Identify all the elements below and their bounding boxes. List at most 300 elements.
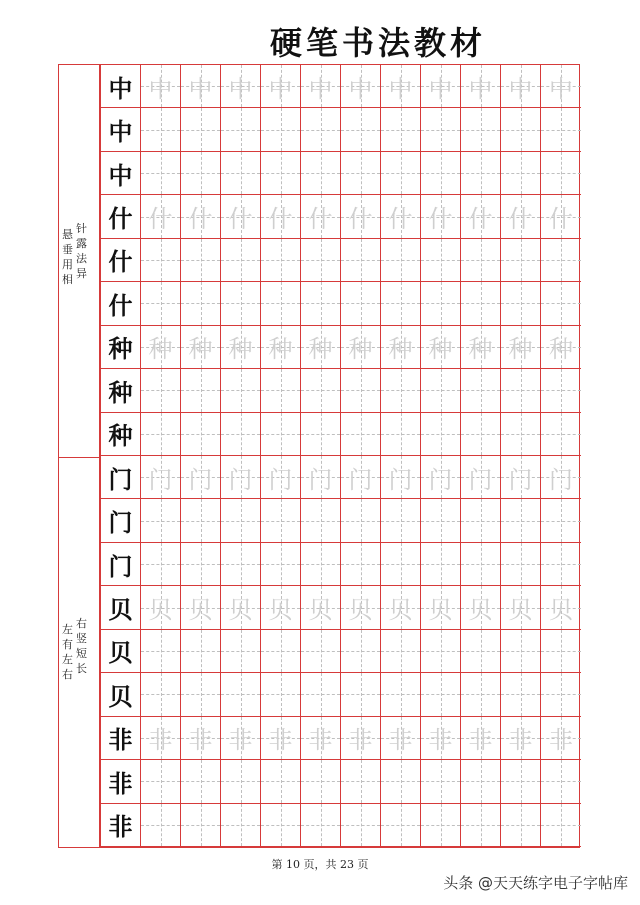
- practice-cell: [461, 543, 501, 586]
- practice-cell: [301, 413, 341, 456]
- practice-cell: [221, 152, 261, 195]
- annotation-char: 有: [62, 638, 73, 651]
- trace-char-cell: [301, 65, 341, 108]
- practice-cell: [221, 499, 261, 542]
- trace-char-cell: [181, 586, 221, 629]
- practice-cell: [421, 543, 461, 586]
- practice-cell: [141, 673, 181, 716]
- practice-cell: [301, 499, 341, 542]
- annotation-col: [62, 227, 73, 287]
- trace-char-cell: [421, 65, 461, 108]
- trace-char-cell: [461, 717, 501, 760]
- practice-cell: [261, 499, 301, 542]
- practice-cell: [461, 108, 501, 151]
- annotation-char: 竖: [76, 632, 87, 645]
- trace-char: 非: [228, 726, 253, 755]
- practice-cell: [381, 413, 421, 456]
- model-char-cell: [101, 152, 141, 195]
- trace-char-cell: [461, 195, 501, 238]
- practice-cell: [381, 673, 421, 716]
- practice-cell: [181, 673, 221, 716]
- practice-cell: [461, 760, 501, 803]
- practice-cell: [181, 282, 221, 325]
- practice-cell: [341, 760, 381, 803]
- model-char-cell: [101, 239, 141, 282]
- trace-char: 什: [348, 205, 373, 234]
- model-char-cell: [101, 543, 141, 586]
- trace-char: 种: [348, 335, 373, 364]
- practice-cell: [141, 804, 181, 847]
- trace-char-cell: [301, 456, 341, 499]
- trace-char-cell: [141, 195, 181, 238]
- practice-cell: [421, 499, 461, 542]
- practice-cell: [501, 282, 541, 325]
- practice-cell: [141, 630, 181, 673]
- model-char: 中: [108, 118, 133, 147]
- trace-char-cell: [221, 326, 261, 369]
- practice-cell: [381, 543, 421, 586]
- trace-char: 种: [308, 335, 333, 364]
- practice-sheet: [58, 64, 582, 848]
- practice-cell: [221, 673, 261, 716]
- practice-cell: [221, 630, 261, 673]
- annotation-col: [62, 622, 73, 682]
- practice-cell: [501, 499, 541, 542]
- practice-cell: [341, 630, 381, 673]
- trace-char-cell: [501, 717, 541, 760]
- practice-cell: [381, 499, 421, 542]
- trace-char: 非: [468, 726, 493, 755]
- trace-char-cell: [341, 195, 381, 238]
- practice-cell: [181, 369, 221, 412]
- trace-char: 种: [549, 335, 573, 364]
- model-char: 种: [108, 335, 133, 364]
- practice-cell: [341, 282, 381, 325]
- practice-cell: [181, 152, 221, 195]
- trace-char-cell: [221, 65, 261, 108]
- practice-cell: [421, 673, 461, 716]
- trace-char: 非: [388, 726, 413, 755]
- practice-cell: [261, 152, 301, 195]
- annotation-col: [76, 616, 87, 682]
- model-char: 贝: [108, 682, 133, 711]
- trace-char-cell: [221, 456, 261, 499]
- trace-char: 门: [428, 465, 453, 494]
- model-char-cell: [101, 456, 141, 499]
- trace-char-cell: [541, 456, 581, 499]
- annotation-char: 针: [76, 222, 87, 235]
- practice-cell: [221, 413, 261, 456]
- trace-char: 中: [549, 74, 573, 103]
- trace-char: 门: [148, 465, 173, 494]
- trace-char: 中: [388, 74, 413, 103]
- trace-char-cell: [261, 717, 301, 760]
- practice-cell: [181, 760, 221, 803]
- practice-cell: [181, 239, 221, 282]
- practice-cell: [341, 673, 381, 716]
- trace-char-cell: [141, 456, 181, 499]
- annotation-char: 右: [76, 617, 87, 630]
- model-char-cell: [101, 804, 141, 847]
- trace-char-cell: [461, 65, 501, 108]
- trace-char-cell: [261, 65, 301, 108]
- trace-char: 中: [228, 74, 253, 103]
- trace-char-cell: [541, 195, 581, 238]
- practice-cell: [301, 804, 341, 847]
- trace-char-cell: [301, 326, 341, 369]
- model-char-cell: [101, 108, 141, 151]
- practice-cell: [341, 804, 381, 847]
- practice-cell: [181, 543, 221, 586]
- trace-char: 门: [549, 465, 573, 494]
- annotation-group-2: [59, 457, 99, 847]
- trace-char: 非: [268, 726, 293, 755]
- model-char: 门: [108, 509, 133, 538]
- model-char-cell: [101, 586, 141, 629]
- trace-char: 什: [228, 205, 253, 234]
- trace-char-cell: [141, 717, 181, 760]
- practice-cell: [341, 413, 381, 456]
- practice-cell: [421, 282, 461, 325]
- trace-char: 什: [508, 205, 533, 234]
- trace-char-cell: [381, 456, 421, 499]
- trace-char: 种: [388, 335, 413, 364]
- practice-cell: [421, 369, 461, 412]
- practice-cell: [421, 630, 461, 673]
- practice-cell: [541, 499, 581, 542]
- trace-char: 什: [188, 205, 213, 234]
- practice-cell: [181, 804, 221, 847]
- annotation-char: 左: [62, 623, 73, 636]
- trace-char-cell: [301, 717, 341, 760]
- practice-cell: [381, 282, 421, 325]
- practice-cell: [221, 239, 261, 282]
- model-char-cell: [101, 65, 141, 108]
- trace-char: 什: [468, 205, 493, 234]
- model-char-cell: [101, 760, 141, 803]
- trace-char: 贝: [348, 596, 373, 625]
- practice-cell: [541, 152, 581, 195]
- model-char-cell: [101, 630, 141, 673]
- trace-char: 贝: [428, 596, 453, 625]
- trace-char: 中: [188, 74, 213, 103]
- practice-cell: [541, 282, 581, 325]
- trace-char-cell: [501, 65, 541, 108]
- trace-char-cell: [501, 195, 541, 238]
- trace-char-cell: [421, 195, 461, 238]
- trace-char-cell: [541, 586, 581, 629]
- trace-char-cell: [141, 586, 181, 629]
- practice-cell: [381, 108, 421, 151]
- trace-char: 种: [428, 335, 453, 364]
- trace-char-cell: [261, 456, 301, 499]
- page-title: 硬笔书法教材: [270, 24, 487, 62]
- trace-char: 贝: [388, 596, 413, 625]
- trace-char-cell: [461, 456, 501, 499]
- trace-char: 门: [508, 465, 533, 494]
- trace-char-cell: [541, 326, 581, 369]
- annotation-char: 短: [76, 647, 87, 660]
- model-char: 种: [108, 422, 133, 451]
- trace-char-cell: [261, 195, 301, 238]
- trace-char: 什: [388, 205, 413, 234]
- trace-char-cell: [341, 717, 381, 760]
- trace-char: 门: [308, 465, 333, 494]
- annotation-text-2: [62, 616, 87, 682]
- practice-cell: [301, 543, 341, 586]
- model-char-cell: [101, 195, 141, 238]
- practice-cell: [501, 630, 541, 673]
- practice-cell: [141, 369, 181, 412]
- practice-cell: [501, 543, 541, 586]
- model-char: 什: [108, 248, 133, 277]
- practice-cell: [541, 630, 581, 673]
- practice-cell: [261, 804, 301, 847]
- trace-char-cell: [141, 65, 181, 108]
- practice-cell: [341, 369, 381, 412]
- trace-char-cell: [341, 326, 381, 369]
- trace-char: 门: [348, 465, 373, 494]
- trace-char-cell: [381, 717, 421, 760]
- trace-char-cell: [541, 717, 581, 760]
- model-char-cell: [101, 413, 141, 456]
- trace-char-cell: [381, 195, 421, 238]
- page-number: 第 10 页，共 23 页: [271, 858, 369, 871]
- practice-cell: [221, 282, 261, 325]
- practice-cell: [261, 630, 301, 673]
- practice-cell: [541, 760, 581, 803]
- practice-cell: [501, 108, 541, 151]
- annotation-char: 异: [76, 267, 87, 280]
- practice-cell: [501, 804, 541, 847]
- practice-cell: [421, 108, 461, 151]
- trace-char: 中: [428, 74, 453, 103]
- trace-char: 种: [228, 335, 253, 364]
- trace-char: 中: [308, 74, 333, 103]
- trace-char: 非: [428, 726, 453, 755]
- trace-char: 中: [268, 74, 293, 103]
- practice-cell: [221, 804, 261, 847]
- trace-char-cell: [181, 65, 221, 108]
- trace-char: 非: [188, 726, 213, 755]
- practice-cell: [341, 108, 381, 151]
- practice-cell: [461, 369, 501, 412]
- practice-cell: [381, 152, 421, 195]
- practice-cell: [301, 369, 341, 412]
- model-char-cell: [101, 499, 141, 542]
- trace-char: 种: [268, 335, 293, 364]
- model-char-cell: [101, 326, 141, 369]
- model-char-cell: [101, 717, 141, 760]
- trace-char: 种: [508, 335, 533, 364]
- trace-char-cell: [421, 326, 461, 369]
- trace-char-cell: [181, 195, 221, 238]
- practice-cell: [461, 239, 501, 282]
- trace-char-cell: [301, 586, 341, 629]
- trace-char-cell: [301, 195, 341, 238]
- trace-char-cell: [421, 586, 461, 629]
- trace-char-cell: [461, 326, 501, 369]
- model-char: 非: [108, 769, 133, 798]
- trace-char-cell: [221, 586, 261, 629]
- model-char: 种: [108, 378, 133, 407]
- trace-char-cell: [501, 456, 541, 499]
- practice-cell: [421, 413, 461, 456]
- trace-char: 门: [188, 465, 213, 494]
- trace-char-cell: [381, 65, 421, 108]
- practice-cell: [181, 413, 221, 456]
- practice-cell: [541, 108, 581, 151]
- trace-char-cell: [221, 717, 261, 760]
- practice-cell: [501, 369, 541, 412]
- annotation-char: 法: [76, 252, 87, 265]
- practice-cell: [421, 239, 461, 282]
- model-char-cell: [101, 369, 141, 412]
- trace-char: 门: [268, 465, 293, 494]
- practice-cell: [141, 239, 181, 282]
- practice-cell: [461, 630, 501, 673]
- annotation-char: 相: [62, 273, 73, 286]
- practice-cell: [461, 413, 501, 456]
- practice-cell: [141, 543, 181, 586]
- trace-char-cell: [341, 586, 381, 629]
- model-char: 非: [108, 726, 133, 755]
- practice-cell: [501, 413, 541, 456]
- model-char: 门: [108, 552, 133, 581]
- practice-cell: [421, 152, 461, 195]
- practice-cell: [181, 108, 221, 151]
- practice-cell: [501, 152, 541, 195]
- annotation-col: [76, 221, 87, 287]
- trace-char-cell: [381, 326, 421, 369]
- trace-char-cell: [381, 586, 421, 629]
- annotation-char: 右: [62, 668, 73, 681]
- practice-cell: [221, 543, 261, 586]
- trace-char: 种: [188, 335, 213, 364]
- practice-cell: [261, 543, 301, 586]
- practice-cell: [261, 760, 301, 803]
- model-char: 门: [108, 465, 133, 494]
- watermark: 头条 @天天练字电子字帖库: [443, 874, 628, 892]
- trace-char: 什: [308, 205, 333, 234]
- trace-char-cell: [541, 65, 581, 108]
- practice-cell: [261, 673, 301, 716]
- sidebar-annotations: [58, 64, 100, 848]
- trace-char: 中: [348, 74, 373, 103]
- practice-cell: [301, 282, 341, 325]
- annotation-char: 长: [76, 662, 87, 675]
- practice-cell: [301, 630, 341, 673]
- trace-char: 非: [148, 726, 173, 755]
- trace-char: 门: [388, 465, 413, 494]
- trace-char: 非: [348, 726, 373, 755]
- annotation-char: 垂: [62, 243, 73, 256]
- trace-char: 贝: [268, 596, 293, 625]
- trace-char-cell: [181, 717, 221, 760]
- practice-cell: [461, 152, 501, 195]
- trace-char: 种: [148, 335, 173, 364]
- trace-char-cell: [261, 326, 301, 369]
- practice-cell: [461, 499, 501, 542]
- trace-char: 门: [228, 465, 253, 494]
- trace-char: 什: [549, 205, 573, 234]
- model-char: 中: [108, 74, 133, 103]
- model-char: 贝: [108, 639, 133, 668]
- trace-char: 中: [148, 74, 173, 103]
- trace-char-cell: [461, 586, 501, 629]
- practice-cell: [261, 282, 301, 325]
- annotation-char: 左: [62, 653, 73, 666]
- practice-cell: [261, 413, 301, 456]
- practice-cell: [301, 760, 341, 803]
- trace-char: 贝: [549, 596, 573, 625]
- trace-char-cell: [501, 586, 541, 629]
- practice-cell: [221, 369, 261, 412]
- practice-cell: [461, 673, 501, 716]
- practice-cell: [181, 499, 221, 542]
- practice-cell: [381, 369, 421, 412]
- practice-cell: [381, 239, 421, 282]
- model-char: 非: [108, 813, 133, 842]
- practice-cell: [221, 108, 261, 151]
- trace-char: 贝: [188, 596, 213, 625]
- practice-cell: [501, 673, 541, 716]
- trace-char-cell: [501, 326, 541, 369]
- practice-cell: [381, 630, 421, 673]
- practice-cell: [381, 760, 421, 803]
- practice-cell: [301, 239, 341, 282]
- model-char: 中: [108, 161, 133, 190]
- trace-char: 种: [468, 335, 493, 364]
- trace-char: 贝: [308, 596, 333, 625]
- trace-char: 非: [308, 726, 333, 755]
- model-char: 什: [108, 291, 133, 320]
- trace-char-cell: [421, 717, 461, 760]
- practice-cell: [541, 673, 581, 716]
- annotation-text-1: [62, 221, 87, 287]
- practice-cell: [421, 804, 461, 847]
- practice-cell: [141, 282, 181, 325]
- trace-char: 非: [549, 726, 573, 755]
- trace-char: 非: [508, 726, 533, 755]
- practice-cell: [421, 760, 461, 803]
- practice-cell: [381, 804, 421, 847]
- practice-cell: [261, 108, 301, 151]
- trace-char: 中: [508, 74, 533, 103]
- practice-cell: [541, 239, 581, 282]
- annotation-char: 用: [62, 258, 73, 271]
- practice-cell: [541, 413, 581, 456]
- practice-cell: [541, 369, 581, 412]
- trace-char-cell: [421, 456, 461, 499]
- practice-cell: [221, 760, 261, 803]
- practice-cell: [301, 108, 341, 151]
- trace-char: 什: [268, 205, 293, 234]
- model-char-cell: [101, 282, 141, 325]
- annotation-char: 露: [76, 237, 87, 250]
- practice-cell: [461, 282, 501, 325]
- model-char-cell: [101, 673, 141, 716]
- practice-cell: [141, 152, 181, 195]
- practice-cell: [301, 673, 341, 716]
- practice-grid: [100, 64, 580, 848]
- practice-cell: [141, 413, 181, 456]
- practice-cell: [261, 239, 301, 282]
- trace-char: 中: [468, 74, 493, 103]
- practice-cell: [341, 543, 381, 586]
- trace-char-cell: [221, 195, 261, 238]
- practice-cell: [301, 152, 341, 195]
